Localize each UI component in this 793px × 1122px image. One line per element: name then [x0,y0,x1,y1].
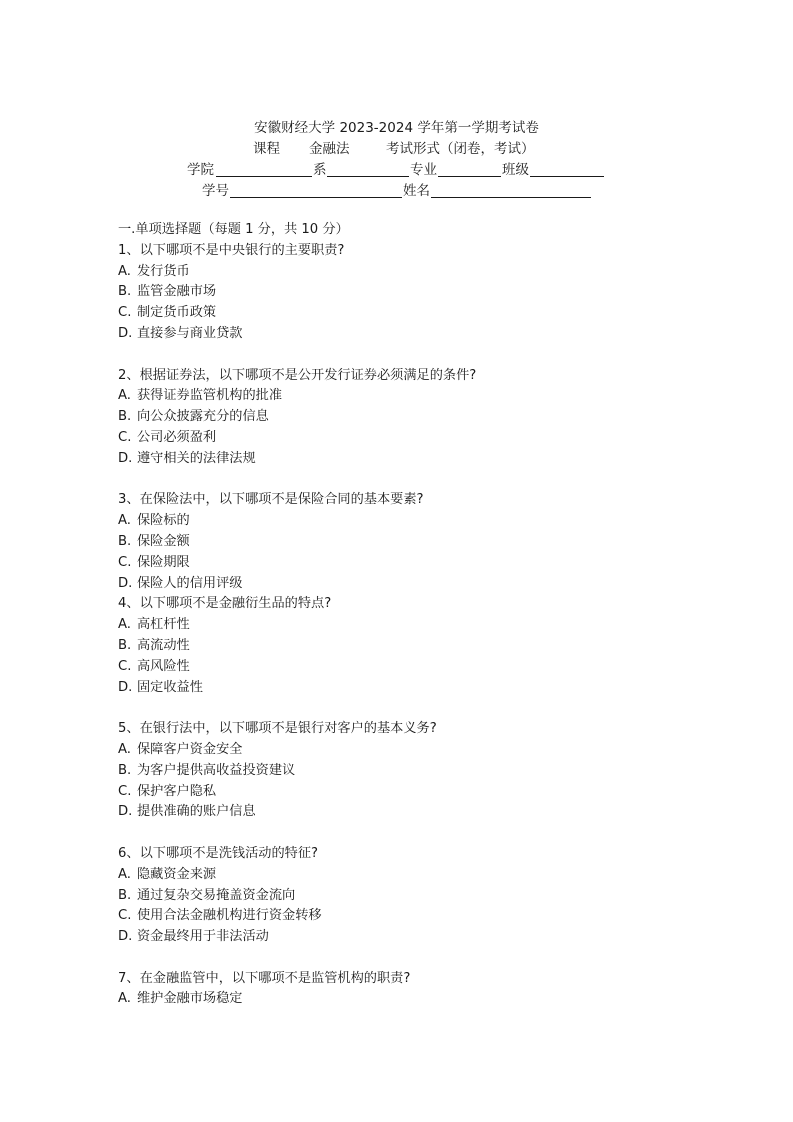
option-b[interactable] [118,636,476,657]
option-text: 隐藏资金来源 [137,866,217,882]
option-text: 保险金额 [137,533,190,549]
spacer [118,823,476,844]
option-b[interactable] [118,761,476,782]
option-text: 直接参与商业贷款 [137,325,243,341]
option-text: 高杠杆性 [137,617,190,633]
option-letter: D. [118,679,133,695]
option-letter: D. [118,325,133,341]
option-letter: B. [118,637,132,653]
option-text: 通过复杂交易掩盖资金流向 [137,887,296,903]
option-b[interactable] [118,407,476,428]
option-text: 发行货币 [137,263,190,279]
option-text: 制定货币政策 [137,305,217,321]
option-c[interactable] [118,782,476,803]
option-letter: A. [118,617,131,633]
exam-form: 考试形式（闭卷，考试） [386,141,535,157]
student-id-label: 学号 [202,183,229,199]
option-text: 遵守相关的法律法规 [137,450,256,466]
option-letter: B. [118,887,132,903]
option-letter: C. [118,554,132,570]
department-blank[interactable] [327,160,409,177]
option-d[interactable] [118,927,476,948]
option-text: 保险标的 [137,513,190,529]
question-stem: 4、以下哪项不是金融衍生品的特点? [118,596,332,612]
question-6 [118,844,476,948]
option-a[interactable] [118,511,476,532]
option-letter: C. [118,783,132,799]
option-d[interactable] [118,449,476,470]
question-1 [118,241,476,345]
option-letter: A. [118,388,131,404]
option-a[interactable] [118,865,476,886]
question-stem: 6、以下哪项不是洗钱活动的特征? [118,845,319,861]
exam-body [118,220,476,1010]
question-stem: 1、以下哪项不是中央银行的主要职责? [118,242,345,258]
option-a[interactable] [118,386,476,407]
option-text: 高风险性 [137,658,190,674]
option-text: 资金最终用于非法活动 [137,929,269,945]
option-text: 为客户提供高收益投资建议 [137,762,296,778]
option-letter: C. [118,658,132,674]
option-b[interactable] [118,282,476,303]
question-4 [118,594,476,698]
question-7 [118,969,476,1011]
option-letter: C. [118,429,132,445]
major-blank[interactable] [438,160,501,177]
option-a[interactable] [118,989,476,1010]
option-letter: C. [118,908,132,924]
option-letter: A. [118,991,131,1007]
course-label: 课程 [253,141,280,157]
question-2 [118,366,476,470]
department-label: 系 [313,162,327,178]
section-title: 一.单项选择题（每题 1 分，共 10 分） [118,222,349,237]
option-a[interactable] [118,262,476,283]
spacer [118,948,476,969]
option-letter: D. [118,804,133,820]
option-letter: A. [118,263,131,279]
exam-title-text: 安徽财经大学 2023-2024 学年第一学期考试卷 [254,120,539,136]
option-letter: D. [118,450,133,466]
option-text: 公司必须盈利 [137,429,217,445]
option-text: 维护金融市场稳定 [137,991,243,1007]
option-text: 获得证券监管机构的批准 [137,388,283,404]
option-letter: D. [118,929,133,945]
option-text: 保险期限 [137,554,190,570]
class-label: 班级 [502,162,529,178]
exam-title [0,118,793,138]
option-b[interactable] [118,886,476,907]
question-3 [118,490,476,594]
option-text: 使用合法金融机构进行资金转移 [137,908,322,924]
option-d[interactable] [118,324,476,345]
class-blank[interactable] [530,160,604,177]
option-a[interactable] [118,615,476,636]
option-c[interactable] [118,303,476,324]
option-text: 监管金融市场 [137,284,217,300]
option-letter: A. [118,513,131,529]
option-letter: A. [118,866,131,882]
option-letter: D. [118,575,133,591]
option-d[interactable] [118,678,476,699]
question-stem: 7、在金融监管中，以下哪项不是监管机构的职责? [118,970,411,986]
college-blank[interactable] [216,160,312,177]
option-letter: B. [118,762,132,778]
option-letter: B. [118,533,132,549]
option-c[interactable] [118,553,476,574]
option-letter: B. [118,409,132,425]
college-label: 学院 [187,162,214,178]
option-d[interactable] [118,574,476,595]
option-c[interactable] [118,657,476,678]
question-5 [118,719,476,823]
student-id-blank[interactable] [230,181,402,198]
spacer [118,698,476,719]
option-text: 固定收益性 [137,679,203,695]
spacer [118,470,476,491]
option-c[interactable] [118,906,476,927]
option-text: 保险人的信用评级 [137,575,243,591]
option-text: 提供准确的账户信息 [137,804,256,820]
option-a[interactable] [118,740,476,761]
spacer [118,345,476,366]
option-c[interactable] [118,428,476,449]
question-stem: 2、根据证券法，以下哪项不是公开发行证券必须满足的条件? [118,367,477,383]
name-blank[interactable] [431,181,591,198]
option-text: 保护客户隐私 [137,783,217,799]
option-text: 高流动性 [137,637,190,653]
option-text: 向公众披露充分的信息 [137,409,269,425]
option-letter: A. [118,741,131,757]
option-b[interactable] [118,532,476,553]
name-label: 姓名 [403,183,430,199]
question-stem: 5、在银行法中，以下哪项不是银行对客户的基本义务? [118,721,437,737]
option-letter: C. [118,305,132,321]
course-value: 金融法 [309,141,350,157]
major-label: 专业 [410,162,437,178]
option-text: 保障客户资金安全 [137,741,243,757]
question-stem: 3、在保险法中，以下哪项不是保险合同的基本要素? [118,492,424,508]
option-letter: B. [118,284,132,300]
option-d[interactable] [118,802,476,823]
